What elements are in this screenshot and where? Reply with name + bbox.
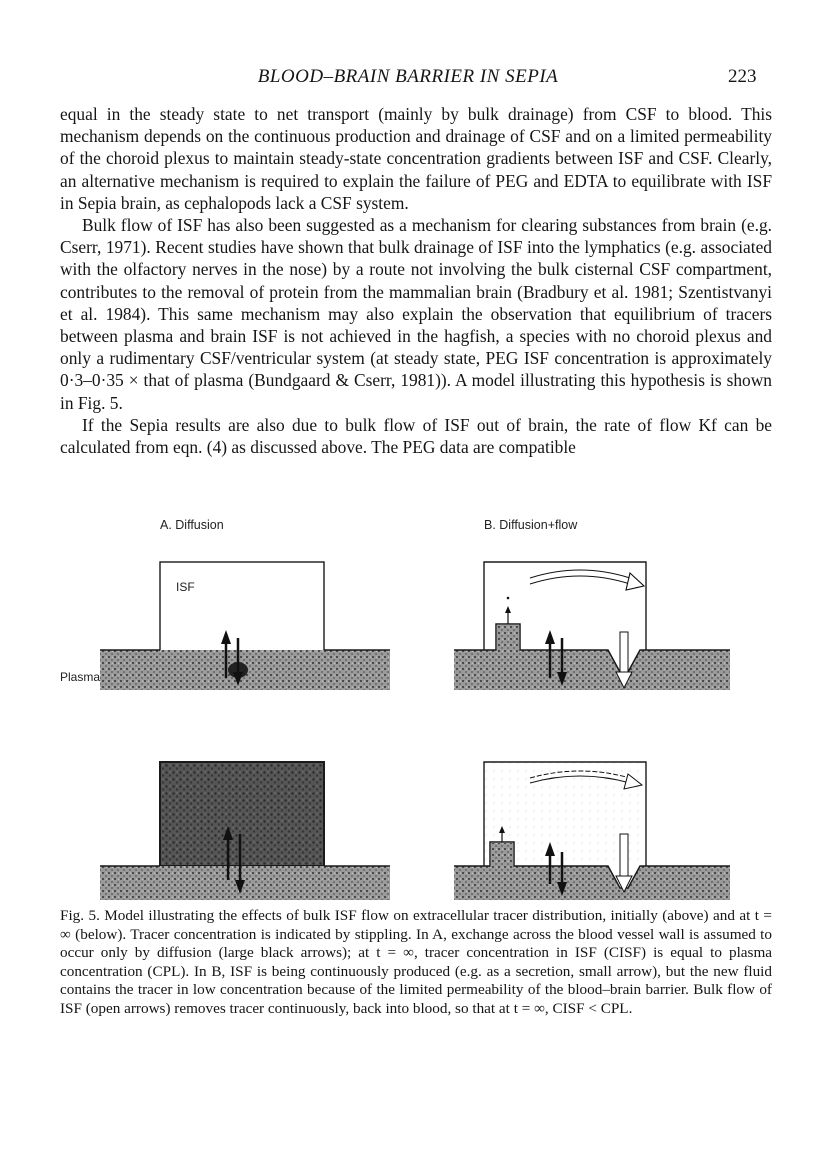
body-text — [60, 103, 772, 458]
isf-label: ISF — [176, 580, 195, 594]
figure-diagram — [60, 512, 772, 904]
figure-5 — [60, 512, 772, 904]
panel-a-label: A. Diffusion — [160, 518, 224, 532]
panel-b-label: B. Diffusion+flow — [484, 518, 578, 532]
plasma-label: Plasma — [60, 670, 101, 684]
paragraph: If the Sepia results are also due to bulk flow of ISF out of brain, the rate of flow Kf can be calculated from eqn. (4) as discussed above. The PEG data are compatible — [60, 414, 772, 458]
caption-text: Fig. 5. Model illustrating the effects of bulk ISF flow on extracellular tracer distribution, initially (above) and at t = ∞ (below). Tracer concentration is indicated by stippling. In A, exchange across the blood vessel wall is assumed to occur only by diffusion (large black arrows); at t = ∞, tracer concentration in ISF (CISF) is equal to plasma concentration (CPL). In B, ISF is being continuously produced (e.g. as a secretion, small arrow), but the new fluid contains the tracer in low concentration because of the limited permeability of the blood–brain barrier. Bulk flow of ISF (open arrows) removes tracer continuously, back into blood, so that at t = ∞, CISF < CPL. — [60, 907, 772, 1017]
panel-a-top — [100, 562, 390, 690]
running-title: BLOOD–BRAIN BARRIER IN SEPIA — [257, 66, 559, 87]
figure-caption — [60, 907, 772, 1019]
paragraph: Bulk flow of ISF has also been suggested as a mechanism for clearing substances from brain (e.g. Cserr, 1971). Recent studies have shown that bulk drainage of ISF into the lymphatics (e.g. associated with the olfactory nerves in the nose) by a route not involving the bulk cisternal CSF compartment, contributes to the removal of protein from the mammalian brain (Bradbury et al. 1981; Szentistvanyi et al. 1984). This same mechanism may also explain the observation that equilibrium of tracers between plasma and brain ISF is not achieved in the hagfish, a species with no choroid plexus and only a rudimentary CSF/ventricular system (at steady state, PEG ISF concentration is approximately 0·3–0·35 × that of plasma (Bundgaard & Cserr, 1981)). A model illustrating this hypothesis is shown in Fig. 5. — [60, 215, 772, 413]
panel-b-bottom — [454, 762, 730, 900]
panel-a-bottom — [100, 762, 390, 900]
page-number: 223 — [728, 66, 757, 87]
panel-b-top — [454, 562, 730, 702]
paragraph: equal in the steady state to net transport (mainly by bulk drainage) from CSF to blood. This mechanism depends on the continuous production and drainage of CSF and on a limited permeability of the choroid plexus to maintain steady-state concentration gradients between ISF and CSF. Clearly, an alternative mechanism is required to explain the failure of PEG and EDTA to equilibrate with ISF in Sepia brain, as cephalopods lack a CSF system. — [60, 104, 772, 213]
